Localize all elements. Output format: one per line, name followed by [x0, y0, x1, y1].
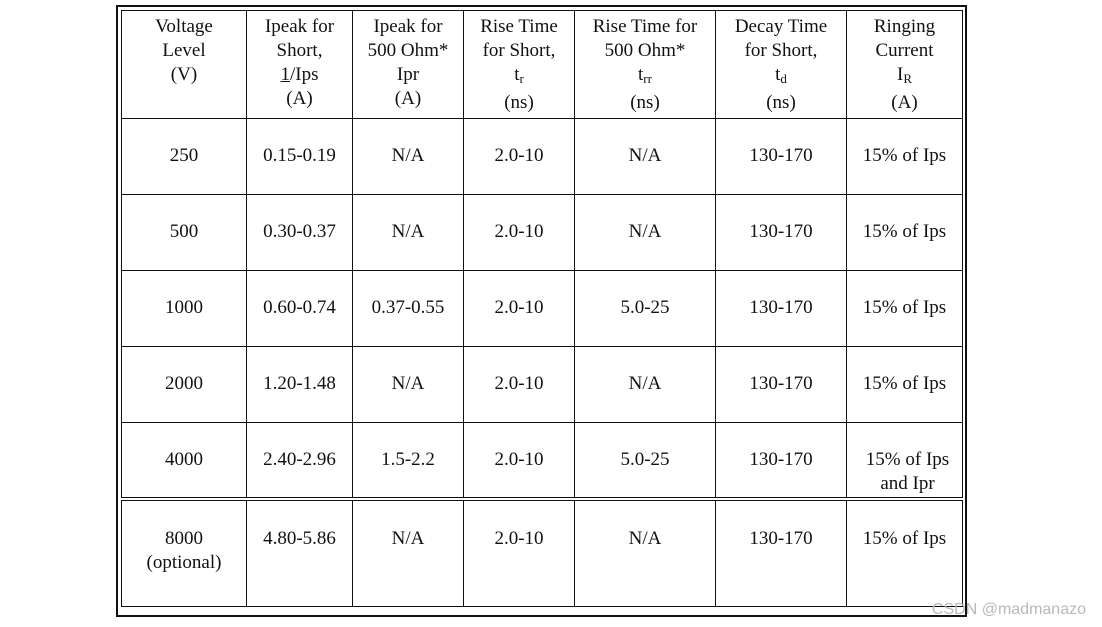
- cell-rise-time-500ohm: N/A: [575, 499, 716, 607]
- cell-rise-time-short: 2.0-10: [464, 195, 575, 271]
- cell-ringing-current: 15% of Ips: [847, 195, 963, 271]
- cell-decay-time: 130-170: [716, 271, 847, 347]
- cell-ipeak-short: 4.80-5.86: [247, 499, 353, 607]
- cell-rise-time-500ohm: 5.0-25: [575, 271, 716, 347]
- esd-waveform-spec-table: [121, 10, 963, 607]
- header-voltage-level: Voltage Level (V): [122, 11, 247, 119]
- cell-ipeak-short: 2.40-2.96: [247, 423, 353, 499]
- cell-decay-time: 130-170: [716, 499, 847, 607]
- cell-ipeak-500ohm: N/A: [353, 195, 464, 271]
- cell-ipeak-500ohm: N/A: [353, 347, 464, 423]
- cell-ipeak-short: 1.20-1.48: [247, 347, 353, 423]
- cell-ringing-current: 15% of Ips: [847, 347, 963, 423]
- table-row-optional: [122, 499, 963, 607]
- cell-ringing-current: 15% of Ips and Ipr: [847, 423, 963, 499]
- cell-voltage: 1000: [122, 271, 247, 347]
- cell-rise-time-short: 2.0-10: [464, 347, 575, 423]
- cell-voltage: 8000 (optional): [122, 499, 247, 607]
- cell-ringing-current: 15% of Ips: [847, 119, 963, 195]
- cell-voltage: 500: [122, 195, 247, 271]
- cell-decay-time: 130-170: [716, 347, 847, 423]
- cell-decay-time: 130-170: [716, 423, 847, 499]
- cell-rise-time-500ohm: N/A: [575, 347, 716, 423]
- table-row: [122, 347, 963, 423]
- cell-ipeak-short: 0.30-0.37: [247, 195, 353, 271]
- header-ipeak-500ohm: Ipeak for 500 Ohm* Ipr (A): [353, 11, 464, 119]
- header-rise-time-500ohm: Rise Time for 500 Ohm* $t_{rr}$ (ns): [575, 11, 716, 119]
- cell-rise-time-500ohm: N/A: [575, 195, 716, 271]
- table-row: [122, 423, 963, 499]
- cell-decay-time: 130-170: [716, 195, 847, 271]
- cell-ringing-current: 15% of Ips: [847, 499, 963, 607]
- table-row: [122, 195, 963, 271]
- cell-rise-time-500ohm: N/A: [575, 119, 716, 195]
- cell-ringing-current: 15% of Ips: [847, 271, 963, 347]
- cell-rise-time-short: 2.0-10: [464, 423, 575, 499]
- cell-rise-time-short: 2.0-10: [464, 499, 575, 607]
- header-ringing-current: Ringing Current $I_R$ (A): [847, 11, 963, 119]
- cell-ipeak-500ohm: 1.5-2.2: [353, 423, 464, 499]
- table-row: [122, 119, 963, 195]
- cut-off-caption-fragment: [596, 0, 676, 3]
- cell-rise-time-short: 2.0-10: [464, 271, 575, 347]
- cell-ipeak-500ohm: N/A: [353, 499, 464, 607]
- watermark: CSDN @madmanazo: [931, 601, 1086, 618]
- cell-voltage: 250: [122, 119, 247, 195]
- cell-ipeak-500ohm: N/A: [353, 119, 464, 195]
- cell-ipeak-500ohm: 0.37-0.55: [353, 271, 464, 347]
- cell-voltage: 2000: [122, 347, 247, 423]
- cell-ipeak-short: 0.60-0.74: [247, 271, 353, 347]
- cell-rise-time-500ohm: 5.0-25: [575, 423, 716, 499]
- cell-voltage: 4000: [122, 423, 247, 499]
- header-decay-time-short: Decay Time for Short, $t_d$ (ns): [716, 11, 847, 119]
- header-row: [122, 11, 963, 119]
- table-row: [122, 271, 963, 347]
- header-ipeak-short: Ipeak for Short, 1/Ips (A): [247, 11, 353, 119]
- cell-rise-time-short: 2.0-10: [464, 119, 575, 195]
- cell-decay-time: 130-170: [716, 119, 847, 195]
- cell-ipeak-short: 0.15-0.19: [247, 119, 353, 195]
- header-rise-time-short: Rise Time for Short, $t_r$ (ns): [464, 11, 575, 119]
